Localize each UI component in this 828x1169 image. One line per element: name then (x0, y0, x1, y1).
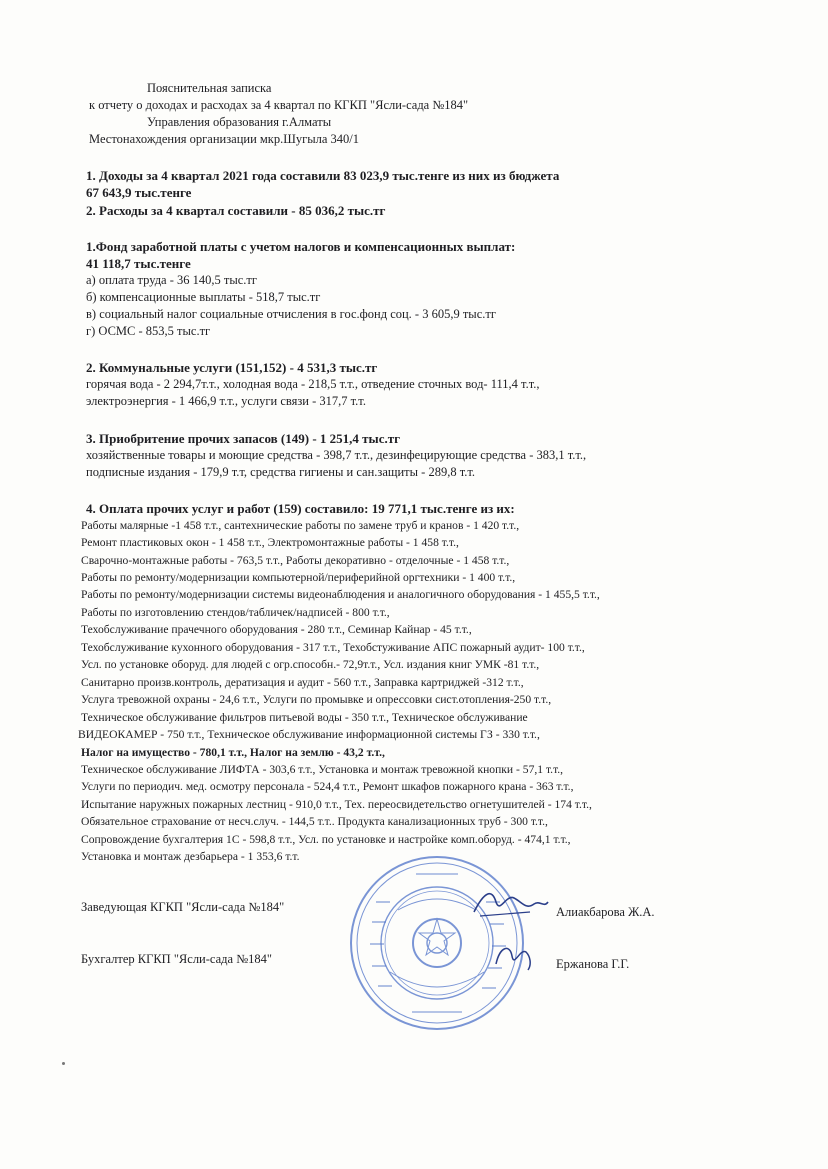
section4-heading: 4. Оплата прочих услуг и работ (159) составило: 19 771,1 тыс.тенге из их: (86, 501, 515, 516)
head-title: Заведующая КГКП "Ясли-сада №184" (81, 900, 285, 914)
service-line: Техобслуживание кухонного оборудования - 317 т.т., Техобстуживание АПС пожарный аудит- 100 т.т., (81, 641, 585, 654)
section2-line: электроэнергия - 1 466,9 т.т., услуги связи - 317,7 т.т. (86, 394, 366, 408)
service-line: Санитарно произв.контроль, дератизация и аудит - 560 т.т., Заправка картриджей -312 т.т., (81, 676, 524, 689)
location-line: Местонахождения организации мкр.Шугыла 340/1 (89, 132, 360, 146)
department-line: Управления образования г.Алматы (147, 115, 332, 129)
section3-line: подписные издания - 179,9 т.т, средства гигиены и сан.защиты - 289,8 т.т. (86, 465, 476, 479)
accountant-name: Ержанова Г.Г. (556, 957, 630, 971)
section1-item: в) социальный налог социальные отчисления в гос.фонд соц. - 3 605,9 тыс.тг (86, 307, 496, 321)
service-line: Усл. по установке оборуд. для людей с огр.способн.- 72,9т.т., Усл. издания книг УМК -81 т.т., (81, 658, 540, 671)
expenses-line: 2. Расходы за 4 квартал составили - 85 036,2 тыс.тг (86, 203, 386, 218)
income-line: 1. Доходы за 4 квартал 2021 года составили 83 023,9 тыс.тенге из них из бюджета (86, 168, 560, 183)
service-line: Техническое обслуживание фильтров питьевой воды - 350 т.т., Техническое обслуживание (81, 711, 528, 724)
service-line: Услуга тревожной охраны - 24,6 т.т., Услуги по промывке и опрессовки сист.отопления-250 т.т., (81, 693, 552, 706)
service-line: Сопровождение бухгалтерия 1С - 598,8 т.т., Усл. по установке и настройке комп.оборуд. - 474,1 т.т., (81, 833, 571, 846)
accountant-title: Бухгалтер КГКП "Ясли-сада №184" (81, 952, 272, 966)
document-title: Пояснительная записка (147, 81, 272, 95)
income-budget-line: 67 643,9 тыс.тенге (86, 185, 192, 200)
service-line: Работы по ремонту/модернизации компьютерной/периферийной оргтехники - 1 400 т.т., (81, 571, 516, 584)
document-subtitle: к отчету о доходах и расходах за 4 квартал по КГКП "Ясли-сада №184" (89, 98, 469, 112)
service-line: Обязательное страхование от несч.случ. - 144,5 т.т.. Продукта канализационных труб - 300 т.т., (81, 815, 548, 828)
head-name: Алиакбарова Ж.А. (556, 905, 655, 919)
section1-item: а) оплата труда - 36 140,5 тыс.тг (86, 273, 258, 287)
section1-total: 41 118,7 тыс.тенге (86, 256, 191, 271)
service-line: ВИДЕОКАМЕР - 750 т.т., Техническое обслуживание информационной системы ГЗ - 330 т.т., (78, 728, 540, 741)
section3-heading: 3. Приобритение прочих запасов (149) - 1 251,4 тыс.тг (86, 431, 401, 446)
service-line: Работы малярные -1 458 т.т., сантехнические работы по замене труб и кранов - 1 420 т.т., (81, 519, 520, 532)
service-line: Установка и монтаж дезбарьера - 1 353,6 т.т. (81, 850, 300, 863)
section1-item: б) компенсационные выплаты - 518,7 тыс.тг (86, 290, 321, 304)
tax-line: Налог на имущество - 780,1 т.т., Налог на землю - 43,2 т.т., (81, 746, 385, 759)
service-line: Испытание наружных пожарных лестниц - 910,0 т.т., Тех. переосвидетельство огнетушителей - 174 т.т., (81, 798, 592, 811)
section1-heading: 1.Фонд заработной платы с учетом налогов и компенсационных выплат: (86, 239, 516, 254)
service-line: Ремонт пластиковых окон - 1 458 т.т., Электромонтажные работы - 1 458 т.т., (81, 536, 459, 549)
scan-speck (62, 1062, 65, 1065)
section3-line: хозяйственные товары и моющие средства - 398,7 т.т., дезинфецирующие средства - 383,1 т.т., (86, 448, 587, 462)
section2-heading: 2. Коммунальные услуги (151,152) - 4 531,3 тыс.тг (86, 360, 378, 375)
service-line: Сварочно-монтажные работы - 763,5 т.т., Работы декоративно - отделочные - 1 458 т.т., (81, 554, 510, 567)
head-signature (470, 882, 550, 930)
accountant-signature (490, 938, 536, 978)
service-line: Техническое обслуживание ЛИФТА - 303,6 т.т., Установка и монтаж тревожной кнопки - 57,1 т.т., (81, 763, 564, 776)
service-line: Услуги по периодич. мед. осмотру персонала - 524,4 т.т., Ремонт шкафов пожарного крана - 363 т.т., (81, 780, 574, 793)
service-line: Работы по изготовлению стендов/табличек/надписей - 800 т.т., (81, 606, 390, 619)
service-line: Работы по ремонту/модернизации системы видеонаблюдения и аналогичного оборудования - 1 455,5 т.т., (81, 588, 600, 601)
section1-item: г) ОСМС - 853,5 тыс.тг (86, 324, 211, 338)
section2-line: горячая вода - 2 294,7т.т., холодная вода - 218,5 т.т., отведение сточных вод- 111,4 т.т., (86, 377, 540, 391)
service-line: Техобслуживание прачечного оборудования - 280 т.т., Семинар Кайнар - 45 т.т., (81, 623, 472, 636)
